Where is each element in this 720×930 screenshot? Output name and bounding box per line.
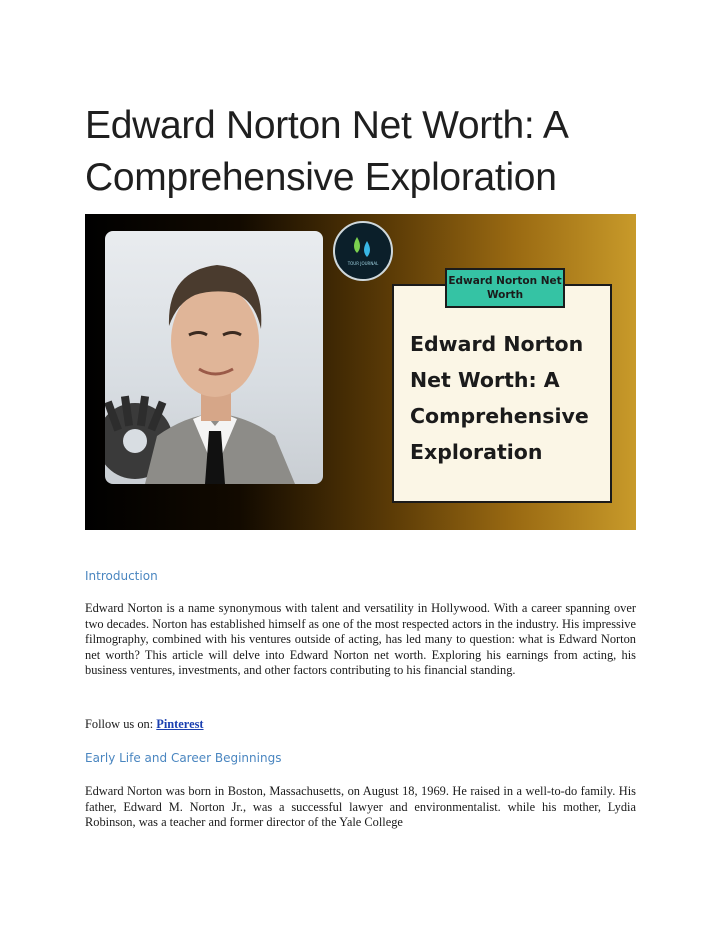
- early-life-paragraph: Edward Norton was born in Boston, Massachusetts, on August 18, 1969. He raised in a well-to-do family. His father, Edward M. Norton Jr., was a successful lawyer and environmentalist. while his mother, Lydia Robinson, was a teacher and former director of the Yale College: [85, 784, 636, 830]
- banner-card-title: Edward Norton Net Worth: A Comprehensive Exploration: [410, 332, 589, 464]
- featured-banner-image: [85, 214, 636, 530]
- intro-paragraph: Edward Norton is a name synonymous with talent and versatility in Hollywood. With a career spanning over two decades. Norton has established himself as one of the most respected actors in the industry. His impressive filmography, combined with his ventures outside of acting, has led many to question: what is Edward Norton net worth? This article will delve into Edward Norton net worth. Exploring his earnings from acting, his business ventures, investments, and other factors contributing to his financial standing.: [85, 601, 636, 678]
- logo-caption: TOUR JOURNAL: [347, 261, 379, 266]
- droplet-logo-icon: [335, 223, 391, 279]
- follow-prefix: Follow us on:: [85, 717, 154, 731]
- portrait-photo: [105, 231, 323, 484]
- portrait-illustration: [105, 231, 323, 484]
- article-title: Edward Norton Net Worth: A Comprehensive Exploration: [85, 104, 567, 199]
- follow-us-line: [85, 717, 204, 732]
- banner-title-card: [392, 284, 612, 503]
- section-heading-early-life: Early Life and Career Beginnings: [85, 751, 282, 765]
- section-heading-introduction: Introduction: [85, 569, 158, 583]
- channel-logo: [333, 221, 393, 281]
- pinterest-link[interactable]: Pinterest: [156, 717, 204, 731]
- banner-tag: Edward Norton Net Worth: [445, 268, 565, 308]
